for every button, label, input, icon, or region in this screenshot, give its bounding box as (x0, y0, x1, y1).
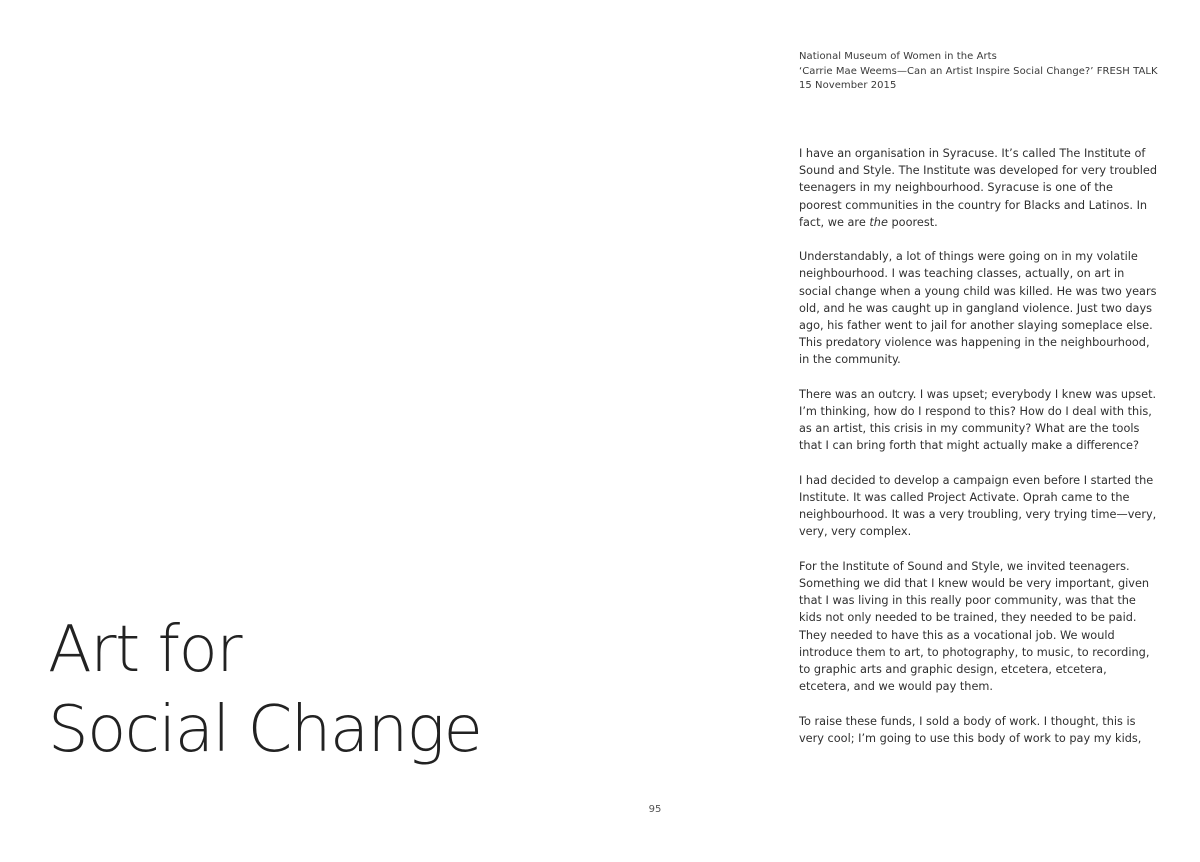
source-date: 15 November 2015 (799, 80, 897, 91)
source-event: ‘Carrie Mae Weems—Can an Artist Inspire Social Change?’ FRESH TALK (799, 65, 1158, 77)
source-venue: National Museum of Women in the Arts (799, 51, 997, 62)
right-page (600, 0, 1200, 862)
source-citation (799, 50, 1179, 94)
paragraph-1-emphasis: the (869, 215, 888, 229)
section-title-line-2: Social Change (48, 693, 482, 767)
paragraph-1-text-a: I have an organisation in Syracuse. It’s called The Institute of Sound and Style. The Institute was developed for very troubled teenagers in my neighbourhood. Syracuse is one of the poorest communities in the country for Blacks and Latinos. In fact, we are (799, 147, 1158, 229)
section-title-line-1: Art for (48, 613, 242, 687)
paragraph-1 (799, 145, 1157, 231)
page-number: 95 (648, 804, 662, 815)
paragraph-3: There was an outcry. I was upset; everybody I knew was upset. I’m thinking, how do I respond to this? How do I deal with this, as an artist, this crisis in my community? What are the tools that I can bring forth that might actually make a difference? (799, 387, 1157, 453)
paragraph-2: Understandably, a lot of things were going on in my volatile neighbourhood. I was teaching classes, actually, on art in social change when a young child was killed. He was two years old, and he was caught up in gangland violence. Just two days ago, his father went to jail for another slaying someplace else. This predatory violence was happening in the neighbourhood, in the community. (799, 250, 1157, 367)
section-title (48, 610, 481, 770)
paragraph-4: I had decided to develop a campaign even before I started the Institute. It was called Project Activate. Oprah came to the neighbourhood. It was a very troubling, very trying time—very, very, very complex. (799, 473, 1157, 539)
body-text (799, 145, 1157, 747)
paragraph-5: For the Institute of Sound and Style, we invited teenagers. Something we did that I knew would be very important, given that I was living in this really poor community, was that the kids not only needed to be trained, they needed to be paid. They needed to have this as a vocational job. We would introduce them to art, to photography, to music, to recording, to graphic arts and graphic design, etcetera, etcetera, etcetera, and we would pay them. (799, 559, 1150, 694)
paragraph-1-text-b: poorest. (887, 215, 938, 229)
paragraph-6: To raise these funds, I sold a body of work. I thought, this is very cool; I’m going to use this body of work to pay my kids, (799, 714, 1142, 745)
